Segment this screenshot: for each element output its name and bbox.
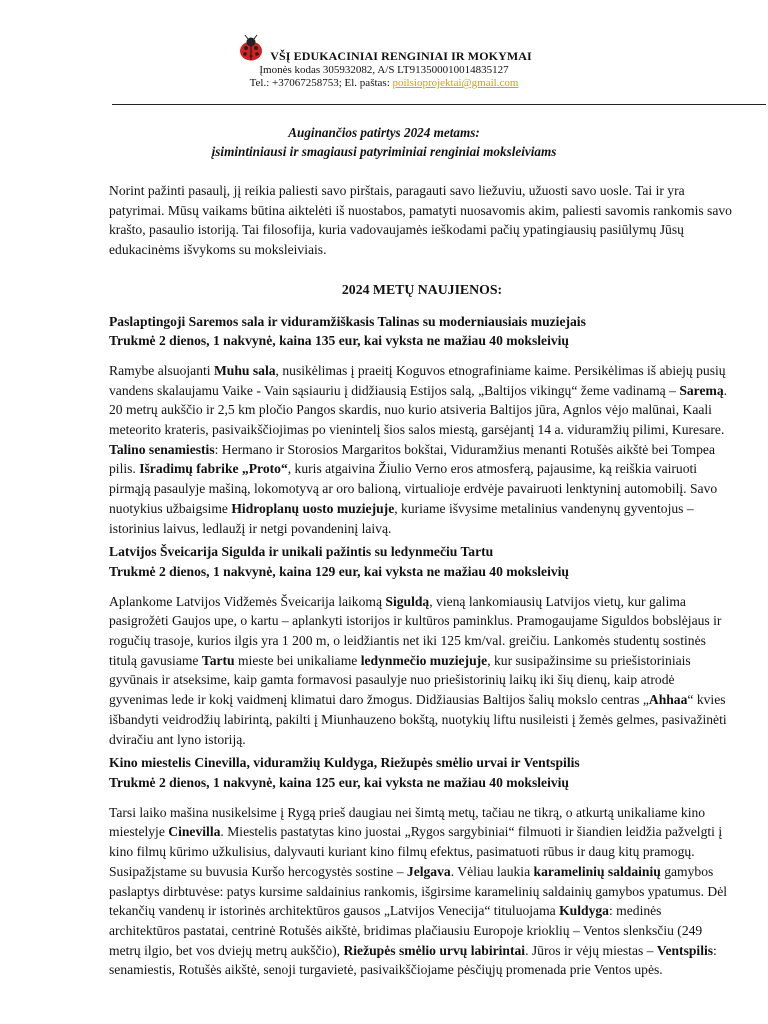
trip-title: Latvijos Šveicarija Sigulda ir unikali pažintis su ledynmečiu Tartu — [109, 544, 494, 560]
body-text: , kur susipažinsime su priešistoriniais gyvūnais ir atseksime, kaip gamta formavosi pasaulyje nuo priešistorinių laikų iki šių dienų, kaip atrodė gyvenimas lede ir kokį vaidmenį klimatui daro žmogus. Didžiausias Baltijos šalių mokslo centras „ — [109, 652, 691, 708]
org-name: VŠĮ EDUKACINIAI RENGINIAI IR MOKYMAI — [270, 49, 532, 63]
trip-title: Kino miestelis Cinevilla, viduramžių Kuldyga, Riežupės smėlio urvai ir Ventspilis — [109, 755, 580, 771]
body-text: , vieną lankomiausių Latvijos vietų, kur galima pasigrožėti Gaujos upe, o kartu – aplankyti istorijos ir kultūros paminklus. Pramogaujame Siguldos bobslėjaus ir rogučių trasoje, kurios ilgis yra 1 200 m, o leidžiantis net iki 125 km/val. greičiu. Lankomės studentų sostinės titulą gavusiame — [109, 593, 722, 668]
body-text: mieste bei unikaliame — [234, 652, 361, 668]
title-line-1: Auginančios patirtys 2024 metams: — [288, 125, 480, 140]
body-text: . 20 metrų aukščio ir 2,5 km pločio Pangos skardis, nuo kurio atsiveria Baltijos jūra, Agnlos vėjo malūnai, Kaali meteorito krateris, pasivaikščiojimas po vienintelį šios salos miestą, garsėjantį 14 a. viduramžių pilimi, Kuresare. — [109, 382, 728, 438]
header-divider — [112, 104, 766, 105]
trip-details: Trukmė 2 dienos, 1 nakvynė, kaina 129 eur, kai vyksta ne mažiau 40 moksleivių — [109, 563, 569, 579]
highlight-text: Ahhaa — [648, 692, 688, 708]
highlight-text: Hidroplanų uosto muziejuje — [231, 500, 395, 516]
trip-sections — [109, 312, 735, 981]
body-text: : medinės architektūros pastatai, centrinė Rotušės aikštė, bridimas plačiausiu Europoje krioklių – Ventos slenksčiu (249 metrų ilgio, bet vos dviejų metrų aukščio), — [109, 903, 703, 958]
trip-description — [109, 592, 735, 750]
document-body — [109, 181, 735, 984]
body-text: gamybos paslaptys dirbtuvėse: patys kursime saldainius rankomis, išgirsime karamelinių saldainių gamybos ypatumus. Dėl tekančių vandenų ir istorinės architektūros gausos „Latvijos Venecija“ tituluojama — [109, 863, 728, 919]
highlight-text: ledynmečio muziejuje — [360, 652, 488, 668]
highlight-text: Muhu sala — [213, 362, 276, 378]
company-code-line: Įmonės kodas 305932082, A/S LT913500010014835127 — [259, 64, 509, 76]
news-heading: 2024 METŲ NAUJIENOS: — [341, 281, 503, 297]
highlight-text: Cinevilla — [168, 824, 221, 840]
body-text: “ kvies išbandyti veidrodžių labirintą, pakilti į Miunhauzeno bokštą, nuotykių liftu nusileisti į žemės gelmes, pasivažinėti dviračiu ant lyno istoriją. — [109, 692, 727, 747]
body-text: , kuriame išvysime metalinius vandenynų gyventojus – istorinius laivus, ledlaužį ir netgi povandeninį laivą. — [109, 500, 694, 536]
body-text: , nusikėlimas į praeitį Koguvos etnografiniame kaime. Persikėlimas iš abiejų pusių vandens skalaujamu Vaike - Vain sąsiauriu į didžiausią Estijos salą, „Baltijos vikingų“ žeme vadinamą – — [109, 362, 726, 398]
trip-details: Trukmė 2 dienos, 1 nakvynė, kaina 135 eur, kai vyksta ne mažiau 40 moksleivių — [109, 333, 569, 349]
highlight-text: Saremą — [679, 382, 724, 398]
trip-description — [109, 361, 735, 538]
body-text: , kuris atgaivina Žiulio Verno eros atmosferą, pajausime, ką reiškia vairuoti pirmąją pasaulyje mašiną, lokomotyvą ar oro balioną, virtualioje erdvėje pavairuoti lenktyninį automobilį. Savo nuotykius užbaigsime — [109, 461, 718, 516]
trip-details: Trukmė 2 dienos, 1 nakvynė, kaina 125 eur, kai vyksta ne mažiau 40 moksleivių — [109, 774, 569, 790]
highlight-text: Siguldą — [385, 593, 430, 609]
body-text: Aplankome Latvijos Vidžemės Šveicarija laikomą — [109, 593, 386, 609]
body-text: : senamiestis, Rotušės aikštė, senoji turgavietė, pasivaikščiojame pėsčiųjų promenada prie Ventos upės. — [109, 942, 717, 978]
body-text: . Jūros ir vėjų miestas – — [525, 942, 657, 958]
highlight-text: karamelinių saldainių — [533, 863, 661, 879]
trip-section — [109, 312, 735, 539]
title-line-2: įsimintiniausi ir smagiausi patyriminiai renginiai moksleiviams — [211, 144, 557, 159]
contact-phone: Tel.: +37067258753; El. paštas: — [249, 77, 393, 89]
highlight-text: Ventspilis — [656, 942, 714, 958]
email-link[interactable]: poilsioprojektai@gmail.com — [392, 77, 519, 89]
highlight-text: Kuldyga — [559, 903, 609, 919]
body-text: . Vėliau laukia — [450, 863, 534, 879]
body-text: . Miestelis pastatytas kino juostai „Rygos sargybiniai“ filmuoti ir šiandien leidžia pažvelgti į kino filmų kūrimo užkulisius, dalyvauti kuriant kino filmų efektus, pasimatuoti rūbus ir daug kitų pramogų. Susipažįstame su buvusia Kuršo hercogystės sostine – — [109, 824, 723, 879]
org-line — [0, 34, 768, 64]
highlight-text: Riežupės smėlio urvų labirintai — [343, 942, 526, 958]
trip-section — [109, 753, 735, 980]
trip-section — [109, 542, 735, 749]
highlight-text: Jelgava — [406, 863, 451, 879]
highlight-text: Tartu — [201, 652, 235, 668]
highlight-text: Talino senamiestis — [109, 441, 215, 457]
ladybug-icon — [236, 34, 266, 64]
document-title — [0, 123, 768, 161]
body-text: Tarsi laiko mašina nusikelsime į Rygą prieš daugiau nei šimtą metų, tačiau ne tikrą, o atkurtą unikaliame kino miestelyje — [109, 804, 706, 840]
contact-line — [0, 77, 768, 90]
trip-title: Paslaptingoji Saremos sala ir viduramžiškasis Talinas su moderniausiais muziejais — [109, 313, 586, 329]
body-text: : Hermano ir Storosios Margaritos bokštai, Viduramžius menanti Rotušės aikštė bei Tompea pilis. — [109, 441, 715, 477]
letterhead — [0, 34, 768, 90]
intro-paragraph: Norint pažinti pasaulį, jį reikia paliesti savo pirštais, paragauti savo liežuviu, užuosti savo uosle. Tai ir yra patyrimai. Mūsų vaikams būtina aiktelėti iš nuostabos, pamatyti nuosavomis akim, paliesti savomis rankomis savo krašto, pasaulio istoriją. Tai filosofija, kuria vadovaujamės ieškodami pačių ypatingiausių pasiūlymų Jūsų edukacinėms išvykoms su moksleiviais. — [109, 183, 732, 258]
body-text: Ramybe alsuojanti — [109, 362, 214, 378]
trip-description — [109, 803, 735, 980]
highlight-text: Išradimų fabrike „Proto“ — [139, 461, 288, 477]
